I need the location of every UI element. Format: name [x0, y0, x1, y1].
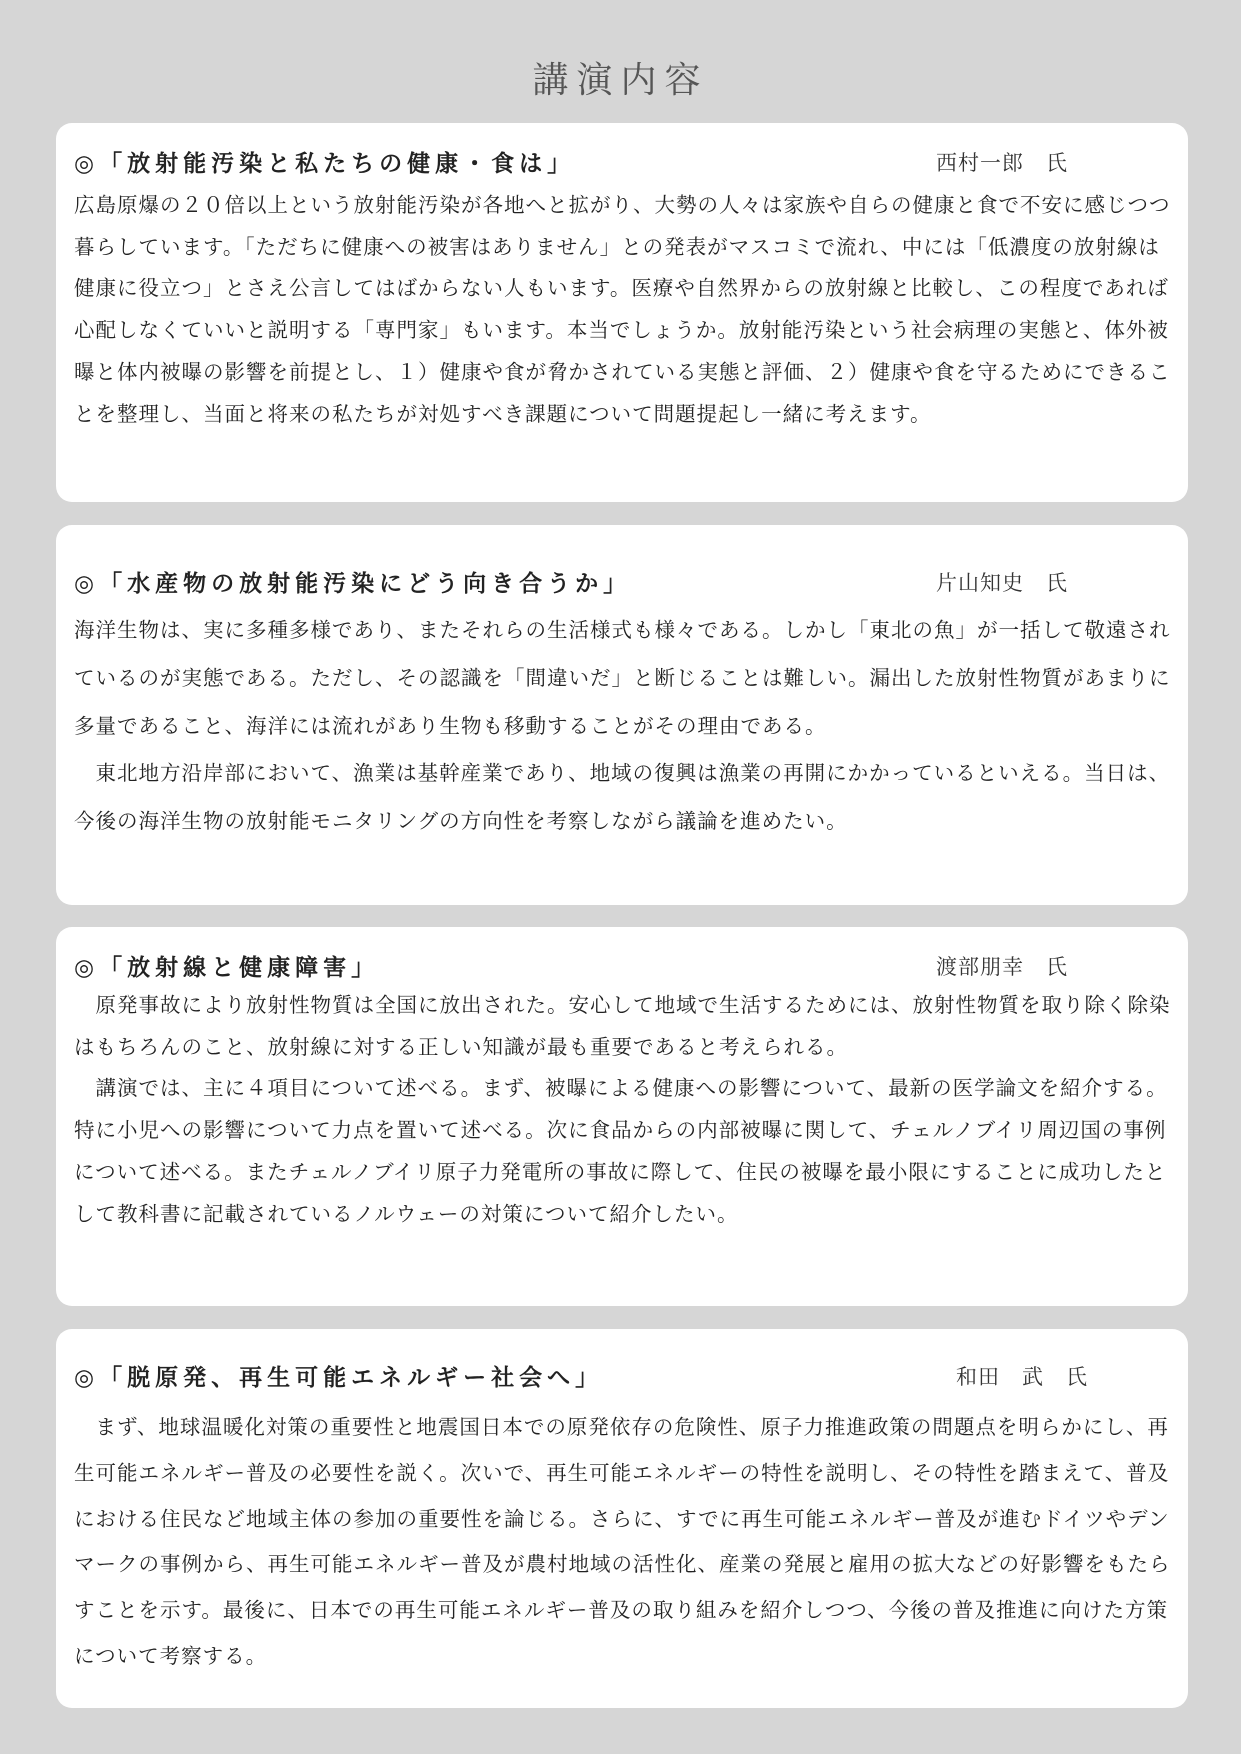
- talk-title: ◎「水産物の放射能汚染にどう向き合うか」: [74, 571, 632, 597]
- speaker-name: 和田 武 氏: [956, 1365, 1088, 1389]
- talk-card-3: [56, 927, 1188, 1306]
- talk-header: [74, 565, 1170, 601]
- talk-description: まず、地球温暖化対策の重要性と地震国日本での原発依存の危険性、原子力推進政策の問題点を明らかにし、再生可能エネルギー普及の必要性を説く。次いで、再生可能エネルギーの特性を説明し、その特性を踏まえて、普及における住民など地域主体の参加の重要性を論じる。さらに、すでに再生可能エネルギー普及が進むドイツやデンマークの事例から、再生可能エネルギー普及が農村地域の活性化、産業の発展と雇用の拡大などの好影響をもたらすことを示す。最後に、日本での再生可能エネルギー普及の取り組みを紹介しつつ、今後の普及推進に向けた方策について考察する。: [74, 1415, 1171, 1668]
- speaker-name: 西村一郎 氏: [936, 151, 1068, 175]
- talk-description: 原発事故により放射性物質は全国に放出された。安心して地域で生活するためには、放射性物質を取り除く除染はもちろんのこと、放射線に対する正しい知識が最も重要であると考えられる。 講演では、主に４項目について述べる。まず、被曝による健康への影響について、最新の医学論文を紹介する。特に小児への影響について力点を置いて述べる。次に食品からの内部被曝に関して、チェルノブイリ周辺国の事例について述べる。またチェルノブイリ原子力発電所の事故に際して、住民の被曝を最小限にすることに成功したとして教科書に記載されているノルウェーの対策について紹介したい。: [74, 993, 1171, 1226]
- talk-title: ◎「脱原発、再生可能エネルギー社会へ」: [74, 1365, 604, 1391]
- talk-card-1: [56, 123, 1188, 502]
- speaker-name: 渡部朋幸 氏: [936, 955, 1068, 979]
- talk-title: ◎「放射線と健康障害」: [74, 955, 380, 981]
- talk-header: [74, 145, 1170, 181]
- talk-header: [74, 1359, 1170, 1395]
- page-title: 講演内容: [532, 60, 709, 101]
- talk-description: 広島原爆の２０倍以上という放射能汚染が各地へと拡がり、大勢の人々は家族や自らの健康と食で不安に感じつつ暮らしています。「ただちに健康への被害はありません」との発表がマスコミで流れ、中には「低濃度の放射線は健康に役立つ」とさえ公言してはばからない人もいます。医療や自然界からの放射線と比較し、この程度であれば心配しなくていいと説明する「専門家」もいます。本当でしょうか。放射能汚染という社会病理の実態と、体外被曝と体内被曝の影響を前提とし、１）健康や食が脅かされている実態と評価、２）健康や食を守るためにできることを整理し、当面と将来の私たちが対処すべき課題について問題提起し一緒に考えます。: [74, 193, 1171, 426]
- talk-card-4: [56, 1329, 1188, 1708]
- talk-card-2: [56, 525, 1188, 905]
- talk-header: [74, 949, 1170, 985]
- talk-description: 海洋生物は、実に多種多様であり、またそれらの生活様式も様々である。しかし「東北の魚」が一括して敬遠されているのが実態である。ただし、その認識を「間違いだ」と断じることは難しい。漏出した放射性物質があまりに多量であること、海洋には流れがあり生物も移動することがその理由である。 東北地方沿岸部において、漁業は基幹産業であり、地域の復興は漁業の再開にかかっているといえる。当日は、今後の海洋生物の放射能モニタリングの方向性を考察しながら議論を進めたい。: [74, 618, 1171, 834]
- talk-title: ◎「放射能汚染と私たちの健康・食は」: [74, 151, 576, 177]
- speaker-name: 片山知史 氏: [936, 571, 1068, 595]
